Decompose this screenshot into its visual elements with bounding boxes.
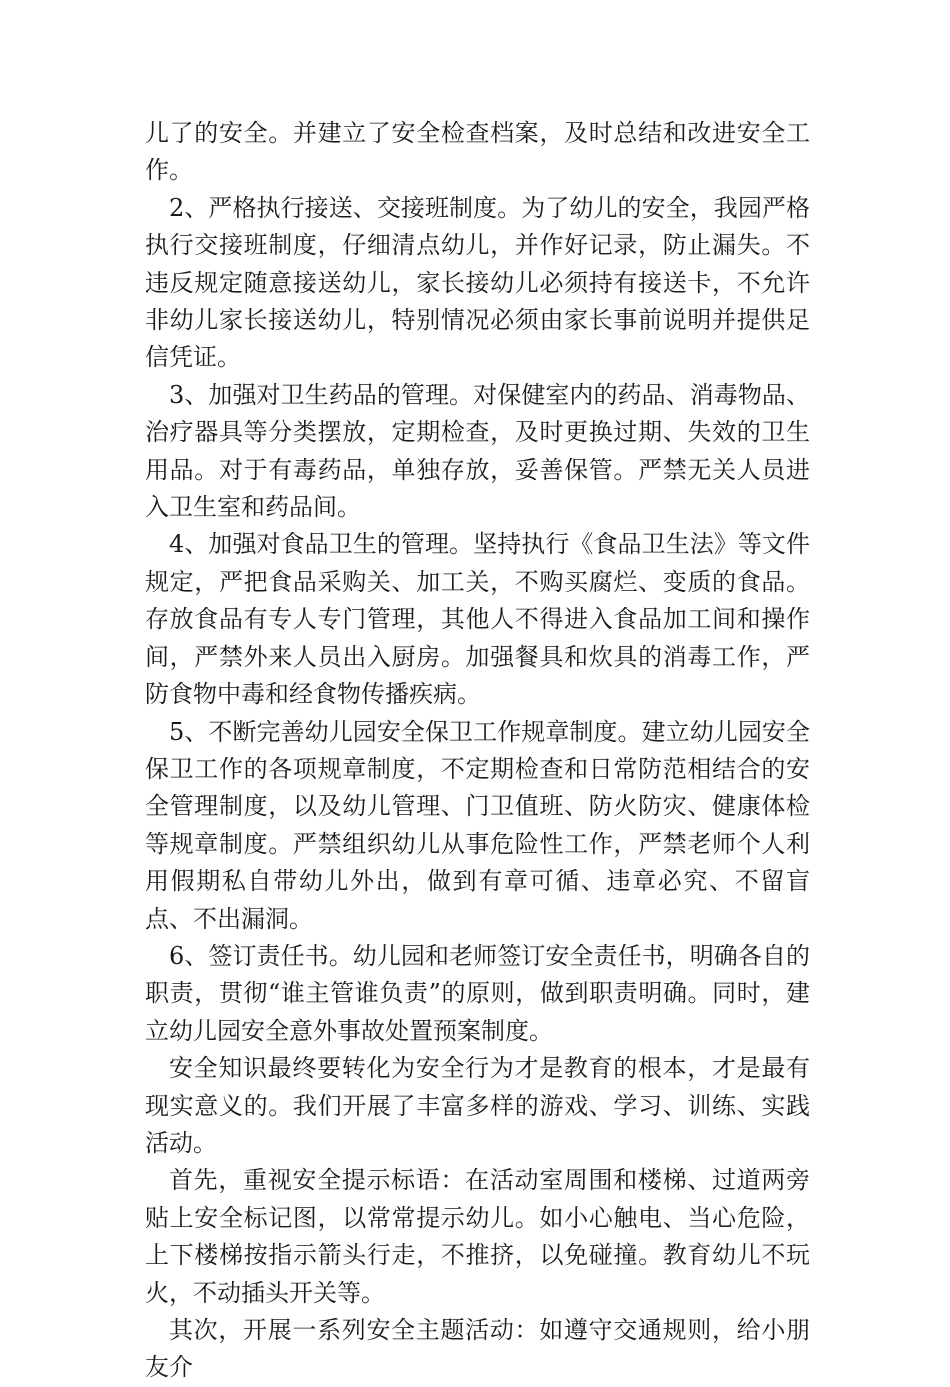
paragraph-second: 其次，开展一系列安全主题活动：如遵守交通规则，给小朋友介 — [145, 1316, 810, 1382]
paragraph-item-3: 3、加强对卫生药品的管理。对保健室内的药品、消毒物品、治疗器具等分类摆放，定期检查，及时更换过期、失效的卫生用品。对于有毒药品，单独存放，妥善保管。严禁无关人员进入卫生室和药品间。 — [145, 380, 810, 522]
paragraph-item-4: 4、加强对食品卫生的管理。坚持执行《食品卫生法》等文件规定，严把食品采购关、加工关，不购买腐烂、变质的食品。存放食品有专人专门管理，其他人不得进入食品加工间和操作间，严禁外来人员出入厨房。加强餐具和炊具的消毒工作，严防食物中毒和经食物传播疾病。 — [145, 530, 810, 709]
paragraph-first: 首先，重视安全提示标语：在活动室周围和楼梯、过道两旁贴上安全标记图，以常常提示幼儿。如小心触电、当心危险，上下楼梯按指示箭头行走，不推挤，以免碰撞。教育幼儿不玩火，不动插头开关等。 — [145, 1166, 810, 1307]
paragraph-item-5: 5、不断完善幼儿园安全保卫工作规章制度。建立幼儿园安全保卫工作的各项规章制度，不定期检查和日常防范相结合的安全管理制度，以及幼儿管理、门卫值班、防火防灾、健康体检等规章制度。严禁组织幼儿从事危险性工作，严禁老师个人利用假期私自带幼儿外出，做到有章可循、违章必究、不留盲点、不出漏洞。 — [145, 717, 810, 933]
paragraph-safety-knowledge: 安全知识最终要转化为安全行为才是教育的根本，才是最有现实意义的。我们开展了丰富多样的游戏、学习、训练、实践活动。 — [145, 1054, 810, 1157]
paragraph-item-2: 2、严格执行接送、交接班制度。为了幼儿的安全，我园严格执行交接班制度，仔细清点幼儿，并作好记录，防止漏失。不违反规定随意接送幼儿，家长接幼儿必须持有接送卡，不允许非幼儿家长接送幼儿，特别情况必须由家长事前说明并提供足信凭证。 — [145, 193, 810, 372]
paragraph-continuation: 儿了的安全。并建立了安全检查档案，及时总结和改进安全工作。 — [145, 119, 810, 185]
document-body — [145, 115, 810, 1387]
paragraph-item-6: 6、签订责任书。幼儿园和老师签订安全责任书，明确各自的职责，贯彻“谁主管谁负责”的原则，做到职责明确。同时，建立幼儿园安全意外事故处置预案制度。 — [145, 941, 810, 1045]
